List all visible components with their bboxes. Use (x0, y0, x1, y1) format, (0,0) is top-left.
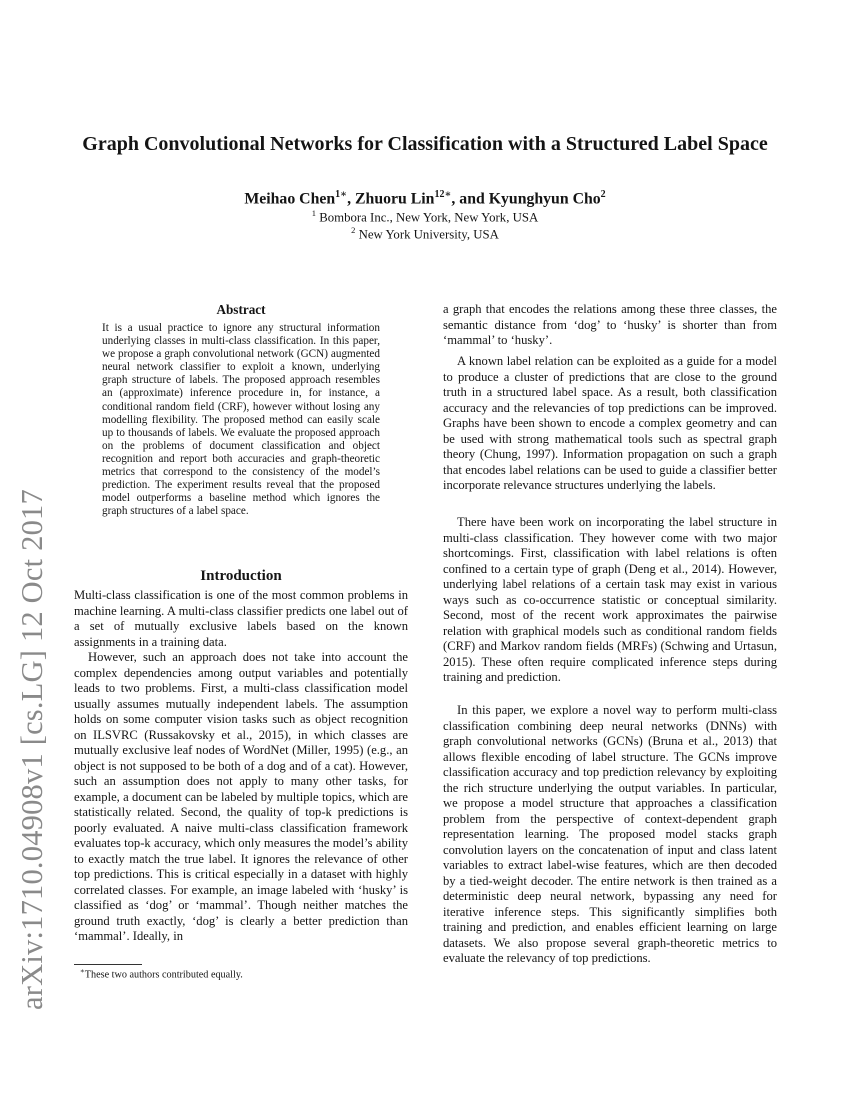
abstract-heading: Abstract (216, 302, 266, 317)
introduction-heading: Introduction (200, 568, 282, 584)
author-name: Meihao Chen (244, 190, 336, 208)
left-column-text (74, 588, 408, 945)
right-column-text (443, 515, 777, 686)
paragraph: In this paper, we explore a novel way to perform multi-class classification combining deep neural networks (DNNs) with graph convolutional networks (GCNs) (Bruna et al., 2013) that allows flexible encoding of label structure. The GCNs improve classification accuracy and top prediction relevancy by exploiting the rich structure underlying the output variables. In particular, we propose a model structure that approaches a classification problem from the perspective of context-dependent graph representation learning. The proposed model stacks graph convolution layers on the concatenation of input and class latent variables to extract label-wise features, which are then decoded by a tied-weight decoder. The entire network is then trained as a deterministic deep neural network, bypassing any need for iterative inference steps. This significantly simplifies both training and prediction, and enables efficient learning on large datasets. We also propose several graph-theoretic metrics to evaluate the relevancy of top predictions. (443, 703, 777, 965)
paragraph: a graph that encodes the relations among these three classes, the semantic distance from ‘dog’ to ‘husky’ is shorter than from ‘mammal’ to ‘husky’. (443, 302, 777, 347)
author-mark: 2 (600, 189, 606, 200)
footnote-rule (74, 964, 142, 965)
abstract-text: It is a usual practice to ignore any structural information underlying classes in multi-class classification. In this paper, we propose a graph convolutional network (GCN) augmented neural network classifier to exploit a known, underlying graph structure of labels. The proposed approach resembles an (approximate) inference procedure in, for instance, a conditional random field (CRF), however without losing any modelling flexibility. The proposed method can easily scale up to thousands of labels. We evaluate the proposed approach on the problems of document classification and object recognition and report both accuracies and graph-theoretic metrics that correspond to the consistency of the model’s prediction. The experiment results reveal that the proposed model outperforms a baseline method which ignores the graph structures of a label space. (102, 322, 380, 518)
paragraph: However, such an approach does not take into account the complex dependencies among output variables and potentially leads to two problems. First, a multi-class classification model usually assumes mutually independent labels. The assumption holds on some computer vision tasks such as object recognition on ILSVRC (Russakovsky et al., 2015), in which classes are mutually exclusive leaf nodes of WordNet (Miller, 1995) (e.g., an object is not supposed to be both of a dog and of a cat). However, such an assumption does not apply to many other tasks, for example, a document can be labeled by multiple topics, which are statistically related. Second, the quality of top-k predictions is poorly evaluated. A naive multi-class classification framework evaluates top-k accuracy, which only measures the model’s ability to exactly match the true label. It ignores the relevance of other top predictions. This is critical especially in a dataset with highly correlated classes. For example, an image labeled with ‘husky’ is classified as ‘dog’ or ‘mammal’. Though neither matches the ground truth exactly, ‘dog’ is clearly a better prediction than ‘mammal’. Ideally, in (74, 650, 408, 943)
right-column-text (443, 703, 777, 967)
author-list: Meihao Chen$^{1∗}$, Zhuoru Lin$^{12∗}$, and Kyunghyun Cho$^2$ (244, 189, 606, 208)
paragraph: Multi-class classification is one of the most common problems in machine learning. A multi-class classifier predicts one label out of a set of mutually exclusive labels based on the known assignments in a training data. (74, 588, 408, 649)
paper-title: Graph Convolutional Networks for Classification with a Structured Label Space (82, 133, 768, 155)
author-mark: 1∗ (335, 189, 348, 200)
right-column-continuation (443, 302, 777, 349)
paragraph: A known label relation can be exploited as a guide for a model to produce a cluster of predictions that are close to the ground truth in a structured label space. As a result, both classification accuracy and the relevancies of top predictions can be improved. Graphs have been shown to encode a complex geometry and can be used with strong mathematical tools such as spectral graph theory (Chung, 1997). Information propagation on such a graph that encodes label relations can be used to guide a classifier better incorporate relevance structures underlying the labels. (443, 354, 777, 492)
arxiv-identifier: arXiv:1710.04908v1 [cs.LG] 12 Oct 2017 (15, 489, 49, 1010)
footnote: ∗These two authors contributed equally. (80, 967, 243, 981)
affiliation-nyu: $^2$ New York University, USA (351, 225, 499, 242)
affiliation-bombora: $^1$ Bombora Inc., New York, New York, USA (311, 208, 539, 225)
author-name: Zhuoru Lin (355, 190, 435, 208)
author-name: Kyunghyun Cho (488, 190, 601, 208)
right-column-text (443, 354, 777, 494)
paragraph: There have been work on incorporating the label structure in multi-class classification. They however come with two major shortcomings. First, classification with label relations is often confined to a certain type of graph (Deng et al., 2014). However, underlying label relations of a certain task may exist in various ways such as co-occurrence statistic or conceptual similarity. Second, most of the recent work approximates the pairwise relation with graphical models such as conditional random fields (CRF) and Markov random fields (MRFs) (Schwing and Urtasun, 2015). These often require complicated inference steps during training and prediction. (443, 515, 777, 684)
author-mark: 12∗ (434, 189, 452, 200)
